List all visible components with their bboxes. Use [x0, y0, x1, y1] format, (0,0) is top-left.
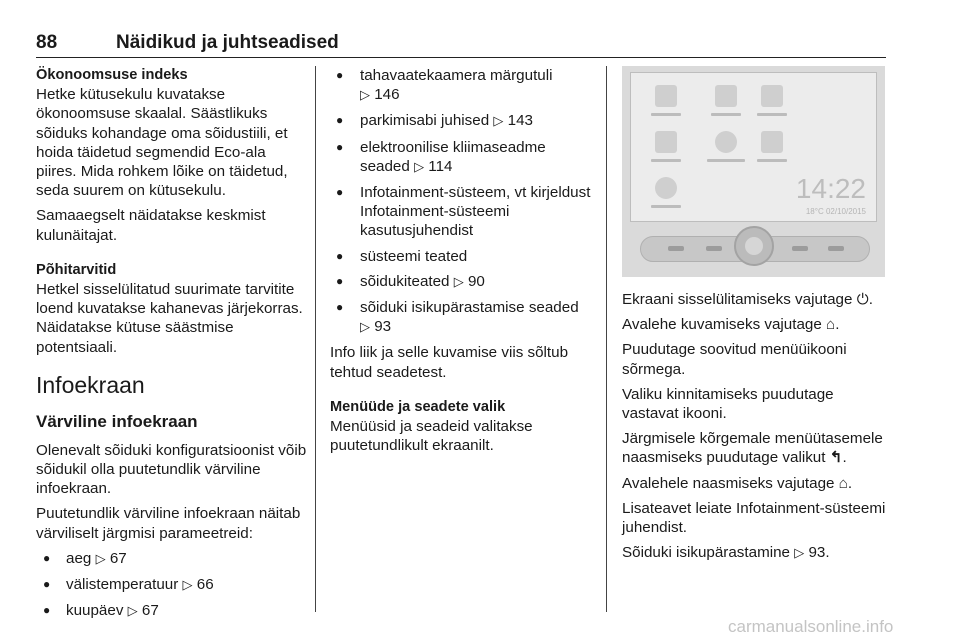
page-ref-icon: ▷	[95, 551, 106, 567]
list-item: ● välistemperatuur ▷ 66	[36, 575, 308, 595]
list-item: ● kuupäev ▷ 67	[36, 601, 308, 621]
infotainment-screen-image	[622, 66, 885, 277]
apps-icon	[655, 131, 677, 153]
power-icon: ⏻	[856, 291, 869, 308]
page-ref-icon: ▷	[453, 274, 464, 290]
page-ref-icon: ▷	[414, 159, 425, 175]
music-icon	[655, 85, 677, 107]
page-ref-icon: ▷	[127, 604, 138, 620]
home-icon: ⌂	[826, 316, 836, 334]
paragraph-average-consumption: Samaaegselt näidatakse keskmist kulunäitajat.	[36, 207, 266, 244]
nav-icon	[715, 131, 737, 153]
page-ref-link[interactable]: 67	[141, 602, 159, 620]
heading-main-consumers: Põhitarvitid	[36, 261, 117, 278]
home-icon: ⌂	[838, 474, 848, 492]
paragraph-more-info: Lisateavet leiate Infotainment-süsteemi juhendist.	[622, 499, 886, 537]
touchscreen-display	[630, 72, 877, 222]
page-number: 88	[36, 32, 58, 53]
parameter-list	[36, 549, 308, 622]
page-ref-icon: ▷	[794, 546, 805, 562]
page-header	[36, 32, 886, 58]
paragraph-economy-index: Hetke kütusekulu kuvatakse ökonoomsuse skaalal. Säästlikuks sõiduks kohandage oma sõidustiili, et hoida täidetud segmendid Eco-ala piires. Mida rohkem lõike on täidetud, seda suurem on kütusekulu.	[36, 86, 288, 200]
gallery-icon	[715, 85, 737, 107]
paragraph-touch-icon: Puudutage soovitud menüüikooni sõrmega.	[622, 341, 847, 378]
page-ref-link[interactable]: 66	[196, 576, 214, 594]
phone-button-icon	[828, 246, 844, 251]
paragraph-confirm: Valiku kinnitamiseks puudutage vastavat ikooni.	[622, 385, 834, 423]
volume-knob	[734, 226, 774, 266]
column-divider-2	[606, 66, 607, 612]
list-item: ● elektroonilise kliimaseadme seaded ▷ 114	[330, 138, 596, 177]
heading-menu-selection: Menüüde ja seadete valik	[330, 398, 506, 415]
page-ref-link[interactable]: 114	[428, 157, 453, 175]
list-item: ● sõidukiteated ▷ 90	[330, 272, 596, 292]
watermark: carmanualsonline.info	[728, 617, 894, 636]
list-item: ● Infotainment-süsteem, vt kirjeldust Infotainment-süsteemi kasutusjuhendist	[330, 183, 596, 241]
page-ref-link[interactable]: 93	[808, 544, 826, 562]
page-ref-link[interactable]: 146	[374, 86, 400, 104]
list-item: ● tahavaatekaamera märgutuli ▷ 146	[330, 66, 596, 105]
steering-wheel-icon	[655, 177, 677, 199]
home-button-icon	[668, 246, 684, 251]
list-item: ● süsteemi teated	[330, 247, 596, 266]
page-ref-icon: ▷	[493, 114, 504, 130]
column-middle	[330, 66, 596, 461]
page-ref-icon: ▷	[360, 320, 370, 336]
paragraph-vehicle-config: Olenevalt sõiduki konfiguratsioonist võib sõidukil olla puutetundlik värviline infoekraan.	[36, 441, 307, 498]
phone-icon	[761, 85, 783, 107]
column-divider-1	[315, 66, 316, 612]
paragraph-main-consumers: Hetkel sisselülitatud suurimate tarvitite loend kuvatakse kahanevas järjekorras. Näidatakse kütuse säästmise potentsiaali.	[36, 281, 303, 356]
column-right	[622, 290, 888, 569]
menu-button-icon	[792, 246, 808, 251]
paragraph-menu-selection: Menüüsid ja seadeid valitakse puutetundlikult ekraanilt.	[330, 418, 533, 455]
paragraph-return-home: Avalehele naasmiseks vajutage ⌂.	[622, 474, 853, 492]
subsection-title-color-screen: Värviline infoekraan	[36, 411, 198, 431]
page-ref-link[interactable]: 93	[374, 318, 392, 336]
screen-clock: 14:22	[795, 173, 866, 204]
page-ref-link[interactable]: 143	[507, 112, 533, 130]
paragraph-parameters: Puutetundlik värviline infoekraan näitab värviliselt järgmisi parameetreid:	[36, 505, 301, 542]
list-item: ● parkimisabi juhised ▷ 143	[330, 111, 596, 131]
page-ref-link[interactable]: 90	[467, 272, 485, 290]
paragraph-info-type: Info liik ja selle kuvamise viis sõltub tehtud seadetest.	[330, 344, 569, 381]
page-ref-link[interactable]: 67	[109, 549, 127, 567]
section-title-infoscreen: Infoekraan	[36, 371, 145, 398]
list-item: ● sõiduki isikupärastamise seaded ▷ 93	[330, 298, 596, 337]
paragraph-home: Avalehe kuvamiseks vajutage ⌂.	[622, 316, 840, 334]
display-info-list	[330, 66, 596, 337]
page-ref-icon: ▷	[182, 578, 193, 594]
settings-icon	[761, 131, 783, 153]
heading-economy-index: Ökonoomsuse indeks	[36, 67, 188, 83]
screen-date: 18°C 02/10/2015	[805, 207, 866, 216]
back-button-icon	[706, 246, 722, 251]
page-title: Näidikud ja juhtseadised	[116, 32, 339, 53]
back-arrow-icon: ↰	[829, 449, 843, 467]
paragraph-personalization: Sõiduki isikupärastamine ▷ 93.	[622, 544, 830, 562]
page-ref-icon: ▷	[360, 88, 370, 104]
list-item: ● aeg ▷ 67	[36, 549, 308, 569]
paragraph-back: Järgmisele kõrgemale menüütasemele naasmiseks puudutage valikut ↰.	[622, 430, 883, 467]
paragraph-power-on: Ekraani sisselülitamiseks vajutage ⏻.	[622, 291, 873, 308]
column-left	[36, 66, 308, 627]
